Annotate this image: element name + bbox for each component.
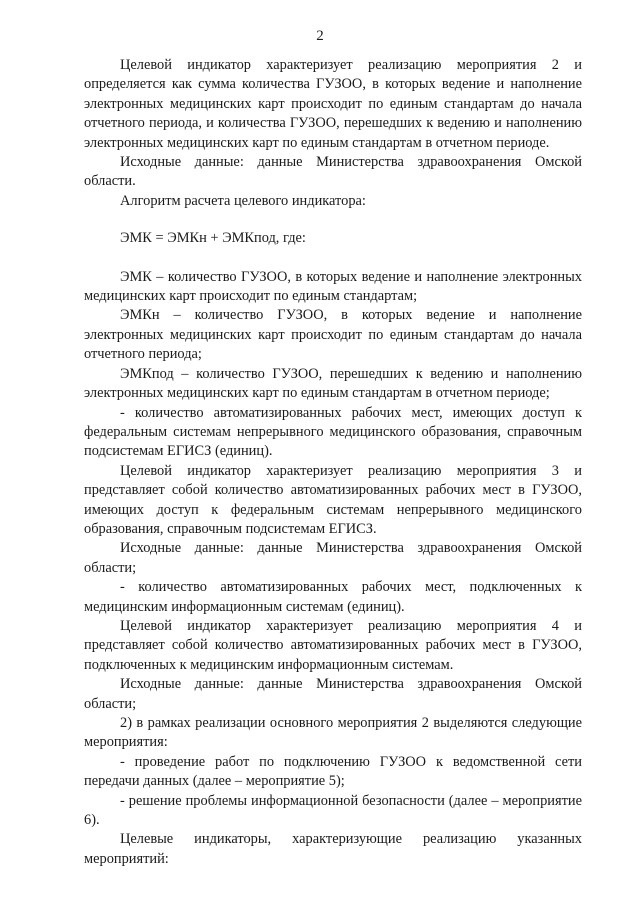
paragraph-algorithm-heading: Алгоритм расчета целевого индикатора: [120,192,366,209]
paragraph-def-emk: ЭМК – количество ГУЗОО, в которых ведение и наполнение электронных медицинских карт происходит по единым стандартам; [84,268,582,305]
paragraph-source-data-3: Исходные данные: данные Министерства здравоохранения Омской области; [84,676,582,712]
paragraph-indicator-2-description: Целевой индикатор характеризует реализацию мероприятия 2 и определяется как сумма количества ГУЗОО, в которых ведение и наполнение электронных медицинских карт происходит по единым стандартам до начала отчетного периода, и количества ГУЗОО, перешедших к ведению и наполнению электронных медицинских карт по единым стандартам в отчетном периоде. [84,57,582,151]
paragraph-indicator-arm-connected: - количество автоматизированных рабочих мест, подключенных к медицинским информационным системам (единиц). [84,579,582,615]
paragraph-indicator-arm-access: - количество автоматизированных рабочих мест, имеющих доступ к федеральным системам непрерывного медицинского образования, справочным подсистемам ЕГИСЗ (единиц). [84,404,582,460]
document-body [84,56,582,869]
paragraph-def-emkpod: ЭМКпод – количество ГУЗОО, перешедших к ведению и наполнению электронных медицинских карт по единым стандартам в отчетном периоде; [84,365,582,402]
paragraph-def-emkn: ЭМКн – количество ГУЗОО, в которых ведение и наполнение электронных медицинских карт происходит по единым стандартам до начала отчетного периода; [84,307,582,363]
paragraph-indicator-3-description: Целевой индикатор характеризует реализацию мероприятия 3 и представляет собой количество автоматизированных рабочих мест в ГУЗОО, имеющих доступ к федеральным системам непрерывного медицинского образования, справочным подсистемам ЕГИСЗ. [84,462,582,537]
formula-emk: ЭМК = ЭМКн + ЭМКпод, где: [120,230,306,247]
paragraph-main-activity-2: 2) в рамках реализации основного мероприятия 2 выделяются следующие мероприятия: [84,715,582,751]
paragraph-target-indicators-heading: Целевые индикаторы, характеризующие реализацию указанных мероприятий: [84,831,582,867]
paragraph-activity-6: - решение проблемы информационной безопасности (далее – мероприятие 6). [84,792,582,829]
paragraph-source-data-1: Исходные данные: данные Министерства здравоохранения Омской области. [84,154,582,190]
paragraph-indicator-4-description: Целевой индикатор характеризует реализацию мероприятия 4 и представляет собой количество автоматизированных рабочих мест в ГУЗОО, подключенных к медицинским информационным системам. [84,617,582,673]
paragraph-activity-5: - проведение работ по подключению ГУЗОО к ведомственной сети передачи данных (далее – мероприятие 5); [84,753,582,790]
page-number: 2 [316,28,324,44]
paragraph-source-data-2: Исходные данные: данные Министерства здравоохранения Омской области; [84,540,582,576]
